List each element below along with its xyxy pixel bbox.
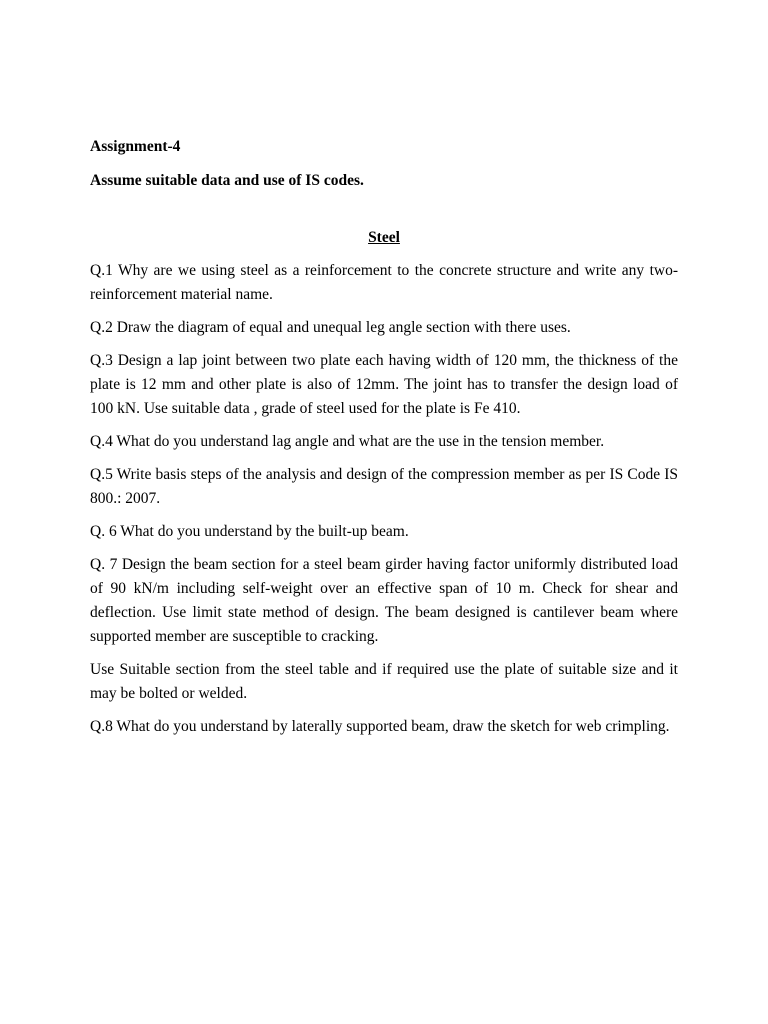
question-3: Q.3 Design a lap joint between two plate each having width of 120 mm, the thickness of the plate is 12 mm and other plate is also of 12mm. The joint has to transfer the design load of 100 kN. Use suitable data , grade of steel used for the plate is Fe 410.	[90, 352, 678, 417]
question-7: Q. 7 Design the beam section for a steel beam girder having factor uniformly distributed load of 90 kN/m including self-weight over an effective span of 10 m. Check for shear and deflection. Use limit state method of design. The beam designed is cantilever beam where supported member are susceptible to cracking.	[90, 556, 678, 645]
question-7-note: Use Suitable section from the steel table and if required use the plate of suitable size and it may be bolted or welded.	[90, 661, 678, 702]
assignment-title: Assignment-4	[90, 138, 181, 155]
question-5: Q.5 Write basis steps of the analysis and design of the compression member as per IS Code IS 800.: 2007.	[90, 466, 678, 507]
question-1: Q.1 Why are we using steel as a reinforcement to the concrete structure and write any two-reinforcement material name.	[90, 262, 678, 303]
question-4: Q.4 What do you understand lag angle and what are the use in the tension member.	[90, 433, 605, 450]
section-heading: Steel	[368, 229, 400, 246]
assignment-instruction: Assume suitable data and use of IS codes.	[90, 172, 364, 189]
question-2: Q.2 Draw the diagram of equal and unequal leg angle section with there uses.	[90, 319, 571, 336]
document-body	[90, 135, 678, 748]
question-6: Q. 6 What do you understand by the built-up beam.	[90, 523, 409, 540]
question-8: Q.8 What do you understand by laterally supported beam, draw the sketch for web crimpling.	[90, 718, 670, 735]
